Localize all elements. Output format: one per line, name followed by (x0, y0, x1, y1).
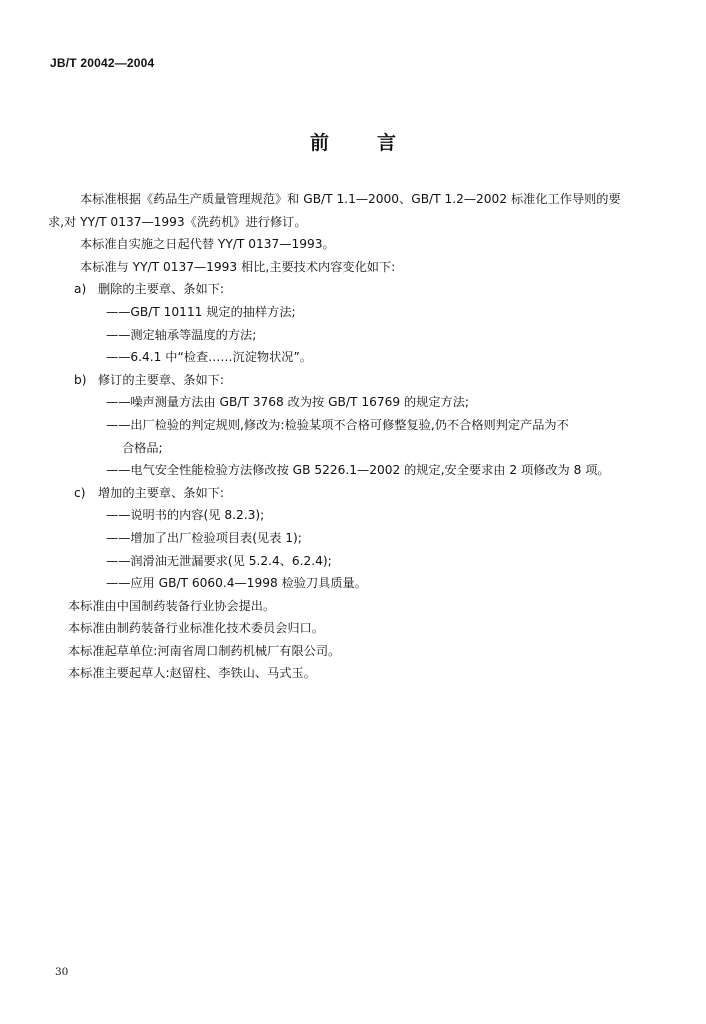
section-a-item-2: ——测定轴承等温度的方法; (106, 327, 257, 342)
heading-char-1: 前 (309, 132, 329, 154)
section-a-item-3: ——6.4.1 中“检查……沉淀物状况”。 (106, 350, 312, 365)
foreword-body (48, 188, 656, 685)
section-b-heading: 修订的主要章、条如下: (98, 372, 224, 387)
section-b-tag: b) (74, 372, 87, 387)
section-c-item-3: ——润滑油无泄漏要求(见 5.2.4、6.2.4); (106, 553, 332, 568)
foreword-heading (0, 128, 706, 155)
standard-code: JB/T 20042—2004 (50, 56, 155, 70)
section-c-item-2: ——增加了出厂检验项目表(见表 1); (106, 530, 302, 545)
section-c-heading: 增加的主要章、条如下: (98, 485, 224, 500)
closing-line-1: 本标准由中国制药装备行业协会提出。 (68, 598, 276, 613)
section-c-tag: c) (74, 485, 86, 500)
section-b-item-1: ——噪声测量方法由 GB/T 3768 改为按 GB/T 16769 的规定方法; (106, 395, 470, 410)
paragraph-3: 本标准与 YY/T 0137—1993 相比,主要技术内容变化如下: (80, 259, 396, 274)
section-c-title (56, 482, 656, 505)
section-b-item-3: ——电气安全性能检验方法修改按 GB 5226.1—2002 的规定,安全要求由 2 项修改为 8 项。 (106, 463, 610, 478)
paragraph-1-line-2: 求,对 YY/T 0137—1993《洗药机》进行修订。 (48, 214, 307, 229)
paragraph-1-line-1: 本标准根据《药品生产质量管理规范》和 GB/T 1.1—2000、GB/T 1.2—2002 标准化工作导则的要 (80, 192, 621, 206)
section-b-item-2: ——出厂检验的判定规则,修改为:检验某项不合格可修整复验,仍不合格则判定产品为不 (106, 417, 569, 432)
paragraph-2: 本标准自实施之日起代替 YY/T 0137—1993。 (80, 237, 335, 252)
closing-line-4: 本标准主要起草人:赵留柱、李铁山、马式玉。 (68, 666, 316, 681)
section-b-title (56, 369, 656, 392)
section-a-item-1: ——GB/T 10111 规定的抽样方法; (106, 304, 296, 319)
heading-char-2: 言 (377, 132, 397, 154)
section-b-item-2-continuation: 合格品; (122, 440, 163, 455)
section-c-item-1: ——说明书的内容(见 8.2.3); (106, 508, 265, 523)
closing-line-3: 本标准起草单位:河南省周口制药机械厂有限公司。 (68, 643, 341, 658)
closing-line-2: 本标准由制药装备行业标准化技术委员会归口。 (68, 621, 324, 636)
section-a-tag: a) (74, 282, 87, 297)
section-c-item-4: ——应用 GB/T 6060.4—1998 检验刀具质量。 (106, 576, 367, 591)
page-number: 30 (55, 966, 69, 978)
section-a-heading: 删除的主要章、条如下: (98, 282, 224, 297)
section-a-title (56, 278, 656, 301)
